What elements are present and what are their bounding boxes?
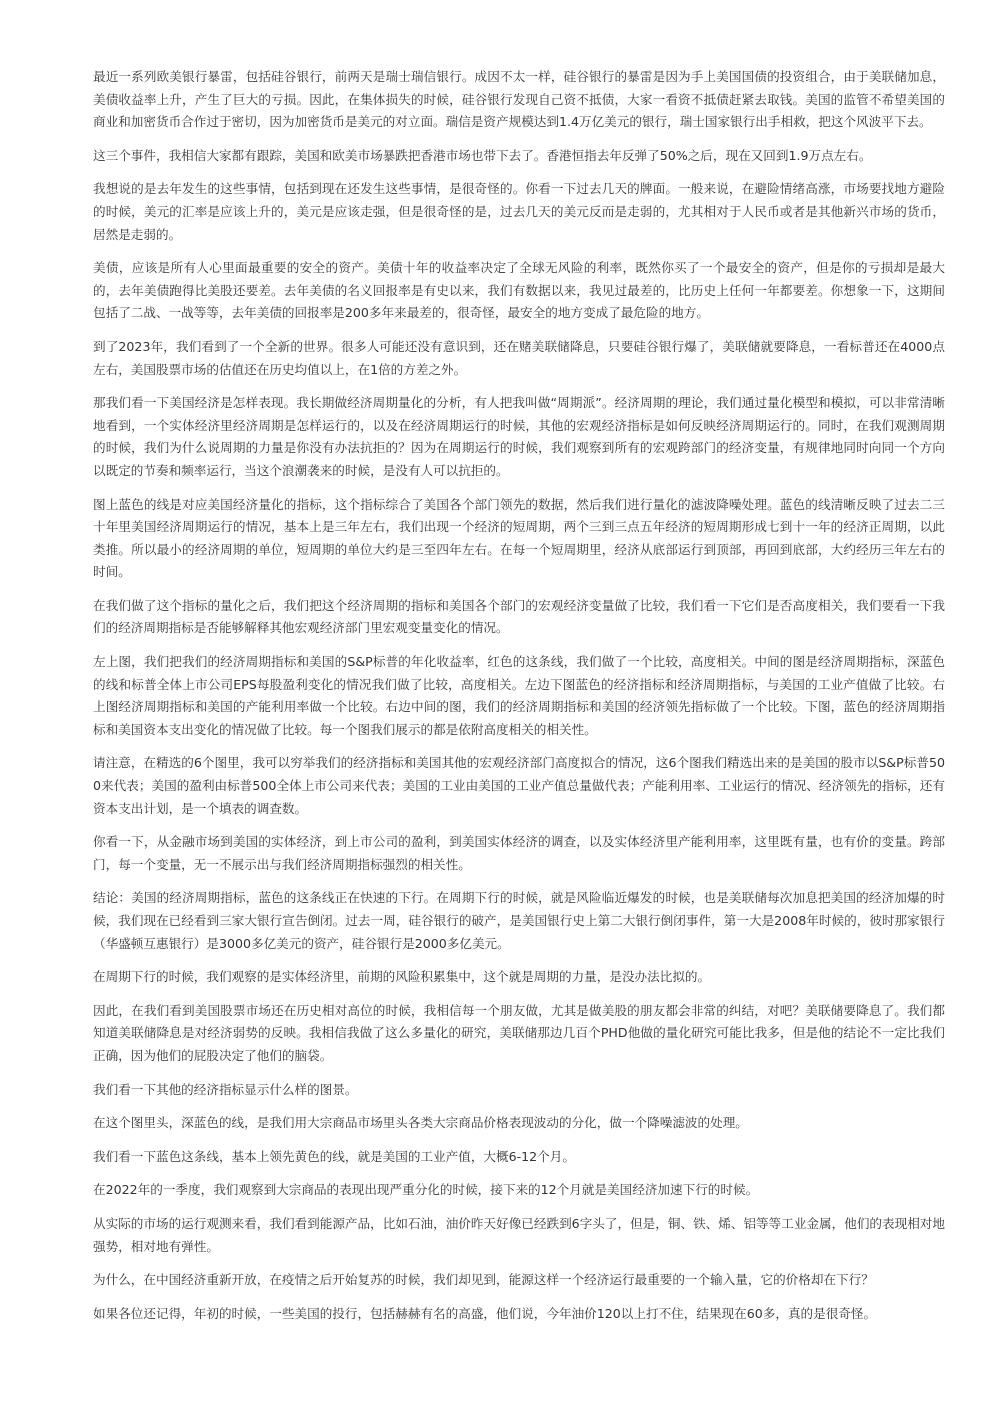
paragraph: 我们看一下其他的经济指标显示什么样的图景。 xyxy=(93,1081,358,1097)
paragraph: 你看一下，从金融市场到美国的实体经济，到上市公司的盈利，到美国实体经济的调查，以及实体经济里产能利用率，这里既有量，也有价的变量。跨部门，每一个变量，无一不展示出与我们经济周期指标强烈的相关性。 xyxy=(93,834,945,872)
paragraph: 请注意，在精选的6个图里，我可以穷举我们的经济指标和美国其他的宏观经济部门高度拟合的情况，这6个图我们精选出来的是美国的股市以S&P标普500来代表；美国的盈利由标普500全体上市公司来代表；美国的工业由美国的工业产值总量做代表；产能利用率、工业运行的情况、经济领先的指标，还有资本支出计划，是一个填表的调查数。 xyxy=(93,755,945,816)
paragraph: 从实际的市场的运行观测来看，我们看到能源产品，比如石油，油价昨天好像已经跌到6字头了，但是，铜、铁、烯、铝等等工业金属，他们的表现相对地强势，相对地有弹性。 xyxy=(93,1215,945,1254)
paragraph: 图上蓝色的线是对应美国经济量化的指标，这个指标综合了美国各个部门领先的数据，然后我们进行量化的滤波降噪处理。蓝色的线清晰反映了过去二三十年里美国经济周期运行的情况，基本上是三年左右，我们出现一个经济的短周期，两个三到三点五年经济的短周期形成七到十一年的经济正周期，以此类推。所以最小的经济周期的单位，短周期的单位大约是三至四年左右。在每一个短周期里，经济从底部运行到顶部，再回到底部，大约经历三年左右的时间。 xyxy=(93,496,945,580)
paragraph: 到了2023年，我们看到了一个全新的世界。很多人可能还没有意识到，还在赌美联储降息，只要硅谷银行爆了，美联储就要降息，一看标普还在4000点左右，美国股票市场的估值还在历史均值以上，在1倍的方差之外。 xyxy=(93,338,945,377)
paragraph: 结论：美国的经济周期指标，蓝色的这条线正在快速的下行。在周期下行的时候，就是风险临近爆发的时候，也是美联储每次加息把美国的经济加爆的时候，我们现在已经看到三家大银行宣告倒闭。过去一周，硅谷银行的破产，是美国银行史上第二大银行倒闭事件，第一大是2008年时候的，彼时那家银行（华盛顿互惠银行）是3000多亿美元的资产，硅谷银行是2000多亿美元。 xyxy=(93,890,945,951)
paragraph: 为什么，在中国经济重新开放，在疫情之后开始复苏的时候，我们却见到，能源这样一个经济运行最重要的一个输入量，它的价格却在下行？ xyxy=(93,1272,874,1288)
paragraph: 在2022年的一季度，我们观察到大宗商品的表现出现严重分化的时候，接下来的12个月就是美国经济加速下行的时候。 xyxy=(93,1182,759,1198)
paragraph: 在周期下行的时候，我们观察的是实体经济里，前期的风险积累集中，这个就是周期的力量，是没办法比拟的。 xyxy=(93,969,711,985)
paragraph: 那我们看一下美国经济是怎样表现。我长期做经济周期量化的分析，有人把我叫做“周期派”。经济周期的理论，我们通过量化模型和模拟，可以非常清晰地看到，一个实体经济里经济周期是怎样运行的，以及在经济周期运行的时候，其他的宏观经济指标是如何反映经济周期运行的。同时，在我们观测周期的时候，我们为什么说周期的力量是你没有办法抗拒的？因为在周期运行的时候，我们观察到所有的宏观跨部门的经济变量，有规律地同时向同一个方向以既定的节奏和频率运行，当这个浪潮袭来的时候，是没有人可以抗拒的。 xyxy=(93,395,945,478)
paragraph: 在我们做了这个指标的量化之后，我们把这个经济周期的指标和美国各个部门的宏观经济变量做了比较，我们看一下它们是否高度相关，我们要看一下我们的经济周期指标是否能够解释其他宏观经济部门里宏观变量变化的情况。 xyxy=(93,597,945,636)
paragraph: 如果各位还记得，年初的时候，一些美国的投行，包括赫赫有名的高盛，他们说，今年油价120以上打不住，结果现在60多，真的是很奇怪。 xyxy=(93,1305,877,1321)
paragraph: 因此，在我们看到美国股票市场还在历史相对高位的时候，我相信每一个朋友做，尤其是做美股的朋友都会非常的纠结，对吧？美联储要降息了。我们都知道美联储降息是对经济弱势的反映。我相信我做了这么多量化的研究，美联储那边几百个PHD他做的量化研究可能比我多，但是他的结论不一定比我们正确，因为他们的屁股决定了他们的脑袋。 xyxy=(93,1002,945,1063)
paragraph: 这三个事件，我相信大家都有跟踪，美国和欧美市场暴跌把香港市场也带下去了。香港恒指去年反弹了50%之后，现在又回到1.9万点左右。 xyxy=(93,147,872,163)
paragraph: 在这个图里头，深蓝色的线，是我们用大宗商品市场里头各类大宗商品价格表现波动的分化，做一个降噪滤波的处理。 xyxy=(93,1115,748,1131)
document-body xyxy=(93,66,945,1336)
paragraph: 我想说的是去年发生的这些事情，包括到现在还发生这些事情，是很奇怪的。你看一下过去几天的牌面。一般来说，在避险情绪高涨，市场要找地方避险的时候，美元的汇率是应该上升的，美元是应该走强，但是很奇怪的是，过去几天的美元反而是走弱的，尤其相对于人民币或者是其他新兴市场的货币，居然是走弱的。 xyxy=(93,181,945,242)
paragraph: 美债，应该是所有人心里面最重要的安全的资产。美债十年的收益率决定了全球无风险的利率，既然你买了一个最安全的资产，但是你的亏损却是最大的，去年美债跑得比美股还要差。去年美债的名义回报率是有史以来，我们有数据以来，我见过最差的，比历史上任何一年都要差。你想象一下，这期间包括了二战、一战等等，去年美债的回报率是200多年来最差的，很奇怪，最安全的地方变成了最危险的地方。 xyxy=(93,260,945,321)
paragraph: 最近一系列欧美银行暴雷，包括硅谷银行，前两天是瑞士瑞信银行。成因不太一样，硅谷银行的暴雷是因为手上美国国债的投资组合，由于美联储加息，美债收益率上升，产生了巨大的亏损。因此，在集体损失的时候，硅谷银行发现自己资不抵债，大家一看资不抵债赶紧去取钱。美国的监管不希望美国的商业和加密货币合作过于密切，因为加密货币是美元的对立面。瑞信是资产规模达到1.4万亿美元的银行，瑞士国家银行出手相救，把这个风波平下去。 xyxy=(93,69,945,130)
paragraph: 我们看一下蓝色这条线，基本上领先黄色的线，就是美国的工业产值，大概6-12个月。 xyxy=(93,1148,575,1164)
paragraph: 左上图，我们把我们的经济周期指标和美国的S&P标普的年化收益率，红色的这条线，我们做了一个比较，高度相关。中间的图是经济周期指标，深蓝色的线和标普全体上市公司EPS每股盈利变化的情况我们做了比较，高度相关。左边下图蓝色的经济指标和经济周期指标，与美国的工业产值做了比较。右上图经济周期指标和美国的产能利用率做一个比较。右边中间的图，我们的经济周期指标和美国的经济领先指标做了一个比较。下图，蓝色的经济周期指标和美国资本支出变化的情况做了比较。每一个图我们展示的都是依附高度相关的相关性。 xyxy=(93,654,945,737)
